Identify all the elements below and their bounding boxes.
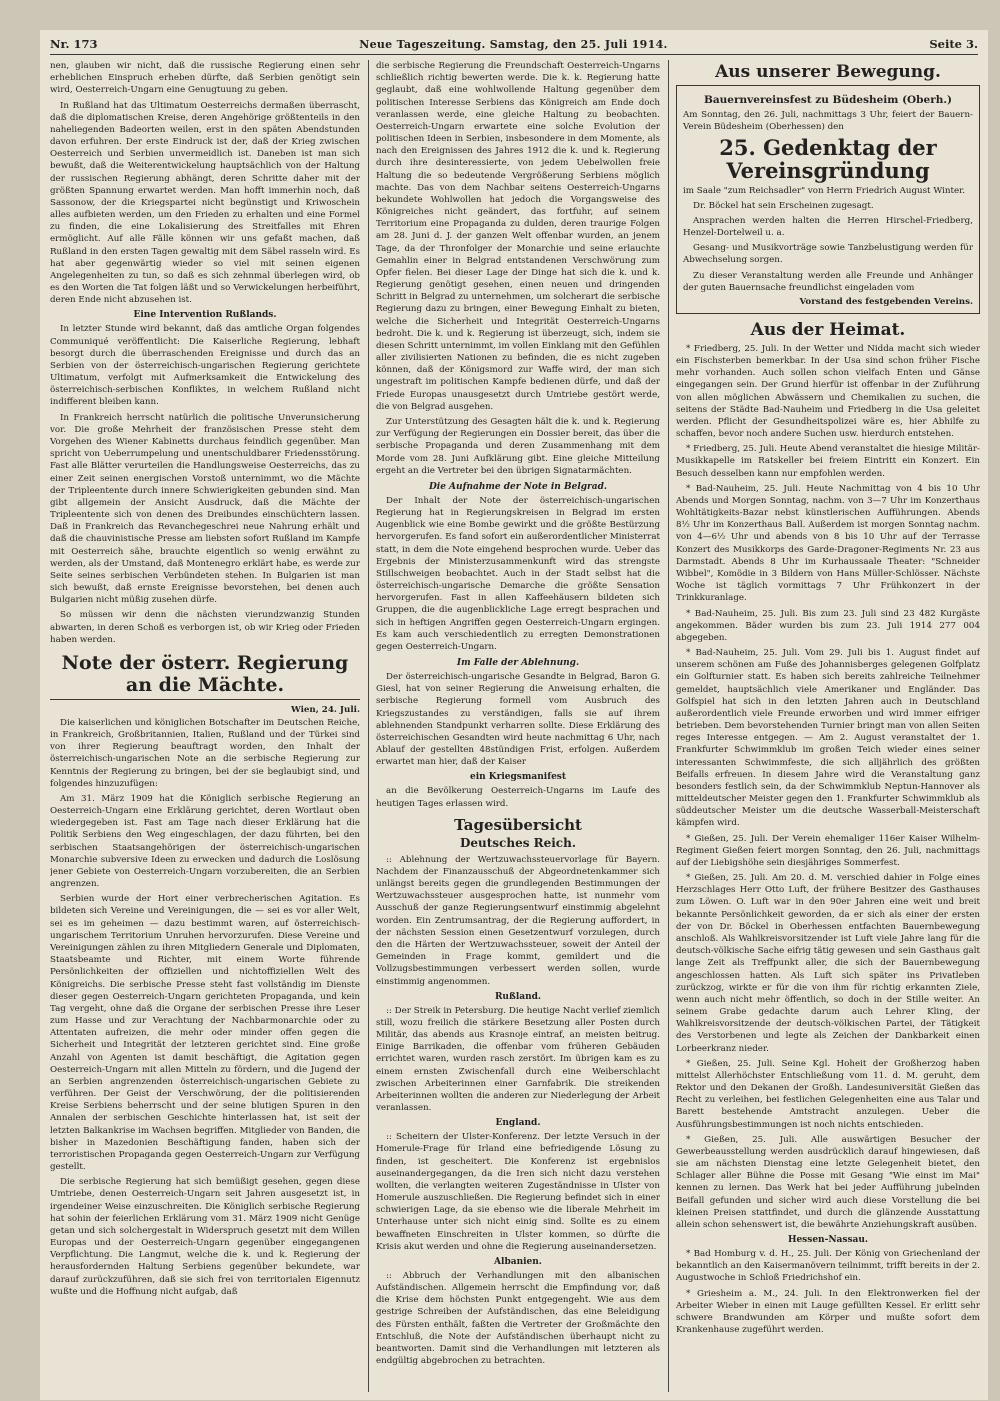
paper-date: Neue Tageszeitung. Samstag, den 25. Juli 1914. (359, 37, 668, 51)
column-rule (368, 60, 369, 1392)
column-2 (376, 60, 660, 1394)
news-item: * Bad Homburg v. d. H., 25. Juli. Der König von Griechenland der bekanntlich an den Kaisermanövern teilnimmt, trifft bereits in der 2. Augustwoche in Schloß Friedrichshof ein. (676, 1249, 980, 1284)
paragraph: Serbien wurde der Hort einer verbrecherischen Agitation. Es bildeten sich Vereine und Vereinigungen, die — sei es vor aller Welt, sei es im geheimen — dazu bestimmt waren, auf österreichisch-ungarischem Territorium Unruhen hervorzurufen. Diese Vereine und Vereinigungen zählen zu ihren Mitgliedern Generale und Diplomaten, Staatsbeamte und Richter, mit einem Worte führende Persönlichkeiten der offiziellen und nichtoffiziellen Welt des Königreichs. Die serbische Presse steht fast vollständig im Dienste dieser gegen Oesterreich-Ungarn gerichteten Propaganda, und kein Tag vergeht, ohne daß die Organe der serbischen Presse ihre Leser zum Hasse und zur Verachtung der Nachbarmonarchie oder zu Attentaten aufreizen, die mehr oder minder offen gegen die Sicherheit und Integrität der letzteren gerichtet sind. Eine große Anzahl von Agenten ist damit beschäftigt, die Agitation gegen Oesterreich-Ungarn mit allen Mitteln zu fördern, und die Jugend der an Serbien angrenzenden österreichisch-ungarischen Gebiete zu verführen. Der Geist der Verschwörung, der die politisierenden Kreise Serbiens beherrscht und der seine blutigen Spuren in den Annalen der serbischen Geschichte hinterlassen hat, ist seit der letzten Balkankrise im Wachsen begriffen. Mitglieder von Banden, die bisher in Mazedonien Beschäftigung fanden, haben sich der terroristischen Propaganda gegen Oesterreich-Ungarn zur Verfügung gestellt. (50, 894, 360, 1173)
news-item: * Friedberg, 25. Juli. In der Wetter und Nidda macht sich wieder ein Fischsterben bemerkbar. In der Usa sind schon früher Fische mehr vorhanden. Auch sollen schon vielfach Enten und Gänse eingegangen sein. Der Grund hierfür ist offenbar in der Zuführung von allen möglichen Abwässern und Chemikalien zu suchen, die seitens der Städte Bad-Nauheim und Friedberg in die Usa geleitet werden. Pflicht der Gesundheitspolizei wäre es, hier Abhilfe zu schaffen, bevor noch andere Suchen usw. hierdurch entstehen. (676, 343, 980, 440)
paragraph: Die serbische Regierung hat sich bemüßigt gesehen, gegen diese Umtriebe, denen Oesterreich-Ungarn seit Jahren ausgesetzt ist, in irgendeiner Weise einzuschreiten. Die Königlich serbische Regierung hat sohin der feierlichen Erklärung vom 31. März 1909 nicht Genüge getan und sich solchergestalt in Widerspruch gesetzt mit dem Willen Europas und der Oesterreich-Ungarn gegenüber eingegangenen Verpflichtung. Die Langmut, welche die k. und k. Regierung der herausfordernden Haltung Serbiens gegenüber bekundete, war darauf zurückzuführen, daß sie sich frei von territorialen Eigennutz wußte und die Hoffnung nicht aufgab, daß (50, 1177, 360, 1297)
paragraph: an die Bevölkerung Oesterreich-Ungarns im Laufe des heutigen Tages erlassen wird. (376, 786, 660, 809)
newspaper-page (40, 30, 988, 1400)
masthead (50, 34, 978, 55)
subheading: Im Falle der Ablehnung. (456, 658, 580, 669)
signature: Vorstand des festgebenden Vereins. (799, 296, 973, 307)
paragraph: Der österreichisch-ungarische Gesandte in Belgrad, Baron G. Giesl, hat von seiner Regierung die Anweisung erhalten, die serbische Regierung formell vom Ausbruch des Kriegszustandes zu verständigen, falls sie auf ihrem ablehnenden Standpunkt verharren sollte. Diese Erklärung des österreichischen Gesandten wird heute nachmittag 6 Uhr, nach Ablauf der gestellten 48stündigen Frist, erfolgen. Außerdem erwartet man hier, daß der Kaiser (376, 672, 660, 768)
column-3 (676, 60, 980, 1394)
news-item: * Griesheim a. M., 24. Juli. In den Elektronwerken fiel der Arbeiter Wieber in einen mit Lauge gefüllten Kessel. Er erlitt sehr schwere Brandwunden am Körper und mußte sofort dem Krankenhause zugeführt werden. (676, 1288, 980, 1336)
event-title: Bauernvereinsfest zu Büdesheim (Oberh.) (704, 94, 952, 106)
section-subheading: Deutsches Reich. (459, 835, 577, 850)
news-item: * Bad-Nauheim, 25. Juli. Bis zum 23. Juli sind 23 482 Kurgäste angekommen. Bäder wurden bis zum 23. Juli 1914 277 004 abgegeben. (676, 608, 980, 643)
paragraph: Dr. Böckel hat sein Erscheinen zugesagt. (693, 200, 874, 211)
section-headline: Tagesübersicht (454, 815, 582, 834)
paragraph: nen, glauben wir nicht, daß die russische Regierung einen sehr erheblichen Einspruch erheben dürfte, daß Serbien genötigt sein wird, Oesterreich-Ungarn eine Genugtuung zu geben. (50, 61, 360, 96)
paragraph: :: Der Streik in Petersburg. Die heutige Nacht verlief ziemlich still, wozu freilich die stärkere Besetzung aller Posten durch Militär, das abends aus Krasnoje eintraf, an meisten beitrug. Einige Barrikaden, die offenbar vom früheren Gebäuden errichtet waren, wurden rasch zerstört. Im übrigen kam es zu einem ernsten Zwischenfall durch eine Weiberschlacht zwischen Arbeiterinnen einer Garnfabrik. Die streikenden Arbeiterinnen wollten die anderen zur Niederlegung der Arbeit veranlassen. (376, 1005, 660, 1114)
paragraph: In Frankreich herrscht natürlich die politische Unverunsicherung vor. Die große Mehrheit der französischen Presse steht dem Vorgehen des Wiener Kabinetts durchaus feindlich gegenüber. Man spricht von Ueberrumpelung und unentschuldbarer Friedensstörung. Fast alle Blätter verurteilen die Handlungsweise Oesterreichs, das zu einer Zeit seinen energischen Vorstoß unternimmt, wo die Mächte der Tripleentente durch innere Schwierigkeiten gebunden sind. Man gibt allgemein der Ansicht Ausdruck, daß die Mächte der Tripleentente sich von denen des Dreibundes einschüchtern lassen. Daß in Frankreich das Revanchegeschrei neue Nahrung erhält und daß die chauvinistische Presse am liebsten sofort Rußland im Kampfe mit Oesterreich sähe, brauchte eigentlich so wenig erwähnt zu werden, als der Umstand, daß Montenegro erklärt habe, es werde zur Seite seines serbischen Verbündeten stehen. In Bulgarien ist man sich bewußt, daß ernste Ereignisse bevorstehen, bei denen auch Bulgarien nicht müßig zusehen dürfe. (50, 412, 360, 606)
event-banner: 25. Gedenktag der Vereinsgründung (719, 135, 937, 184)
news-item: * Gießen, 25. Juli. Alle auswärtigen Besucher der Gewerbeausstellung werden ausdrücklich darauf hingewiesen, daß sie am nächsten Dienstag eine letzte Gelegenheit bietet, den Schlager aller Bühne die Posse mit Gesang "Wie einst im Mai" kennen zu lernen. Das Werk hat bei jeder Aufführung jubelnden Beifall gefunden und sicher wird auch diese Vorstellung die bei kleinen Preisen stattfindet, und durch die glänzende Ausstattung allein schon sehenswert ist, die bewährte Anziehungskraft ausüben. (676, 1134, 980, 1230)
column-rule (668, 60, 669, 1392)
paragraph: :: Abbruch der Verhandlungen mit den albanischen Aufständischen. Allgemein herrscht die Empfindung vor, daß die Krise dem höchsten Punkt entgegengeht. Wie aus dem gestrige Schreiben der Aufständischen, das eine Beleidigung des Fürsten enthält, faßten die Vertreter der Großmächte den Entschluß, die Note der Aufständischen überhaupt nicht zu beantworten. Damit sind die Verhandlungen mit letzteren als endgültig abgebrochen zu betrachten. (376, 1270, 660, 1367)
subheading: Die Aufnahme der Note in Belgrad. (428, 481, 608, 492)
paragraph: Am 31. März 1909 hat die Königlich serbische Regierung an Oesterreich-Ungarn eine Erklärung gerichtet, deren Wortlaut oben wiedergegeben ist. Fast am Tage nach dieser Erklärung hat die Politik Serbiens den Weg eingeschlagen, der dazu führten, bei den serbischen Staatsangehörigen der österreichisch-ungarischen Monarchie subversive Ideen zu erwecken und dadurch die Loslösung jener Gebiete von Oesterreich-Ungarn vorzubereiten, die an Serbien angrenzen. (50, 793, 360, 890)
column-1 (50, 60, 360, 1394)
paragraph: die serbische Regierung die Freundschaft Oesterreich-Ungarns schließlich richtig bewerten werde. Die k. k. Regierung hatte geglaubt, daß eine wohlwollende Haltung gegenüber dem politischen Interesse Serbiens das Königreich am Ende doch veranlassen werde, eine gleiche Haltung zu beobachten. Oesterreich-Ungarn erwartete eine solche Evolution der politischen Ideen in Serbien, insbesondere in dem Momente, als nach den Ereignissen des Jahres 1912 die k. und k. Regierung durch ihre desinteressierte, von jedem Uebelwollen freie Haltung die so bedeutende Vergrößerung Serbiens möglich machte. Das von dem Nachbar seitens Oesterreich-Ungarns bekundete Wohlwollen hat jedoch die Vorgangsweise des Königreiches nicht geändert, das fortfuhr, auf seinem Territorium eine Propaganda zu dulden, deren traurige Folgen am 28. Juni d. J. der ganzen Welt offenbar wurden, an jenem Tage, da der Thronfolger der Monarchie und seine erlauchte Gemahlin einer in Belgrad entstandenen Verschwörung zum Opfer fielen. Bei dieser Lage der Dinge hat sich die k. und k. Regierung genötigt gesehen, einen neuen und dringenden Schritt in Belgrad zu unternehmen, um solcherart die serbische Regierung dazu zu bringen, einer Bewegung Einhalt zu bieten, welche die Sicherheit und Integrität Oesterreich-Ungarns bedroht. Die k. und k. Regierung ist überzeugt, sich, indem sie diesen Schritt unternimmt, im vollen Einklang mit den Gefühlen aller zivilisierten Nationen zu befinden, die es nicht zugeben können, daß der Königsmord zur Waffe wird, der man sich ungestraft im politischen Kampfe bedienen dürfe, und daß der Friede Europas unausgesetzt durch Umtriebe gestört werde, die von Belgrad ausgehen. (376, 61, 660, 412)
news-item: * Gießen, 25. Juli. Am 20. d. M. verschied dahier in Folge eines Herzschlages Herr Otto Luft, der frühere Besitzer des Gasthauses zum Löwen. O. Luft war in den 90er Jahren eine weit und breit bekannte Persönlichkeit geworden, da er sich als einer der ersten der von Dr. Böckel in Oberhessen entfachten Bauernbewegung anschloß. Als Wahlkreisvorsitzender ist Luft viele Jahre lang für die deutsch-völkische Sache eifrig tätig gewesen und sein Gasthaus galt lange Zeit als Treffpunkt aller, die sich der Bauernbewegung angeschlossen hatten. Als Luft sich später ins Privatleben zurückzog, wirkte er für die von ihm für richtig erkannten Ziele, wenn auch nicht mehr öffentlich, so doch in der Stille weiter. An seinem Grabe gedachte darum auch Lehrer Kling, der Wahlkreisvorsitzende der deutsch-völkischen Partei, der Tätigkeit des Verstorbenen und legte als Zeichen der Dankbarkeit einen Lorbeerkranz nieder. (676, 873, 980, 1054)
news-item: * Friedberg, 25. Juli. Heute Abend veranstaltet die hiesige Militär-Musikkapelle im Ratskeller bei freiem Eintritt ein Konzert. Ein Besuch desselben kann nur empfohlen werden. (676, 444, 980, 479)
section-headline: Aus der Heimat. (750, 319, 906, 340)
news-item: * Gießen, 25. Juli. Der Verein ehemaliger 116er Kaiser Wilhelm-Regiment Gießen feiert morgen Sonntag, den 26. Juli, nachmittags auf der Liebigshöhe sein diesjähriges Sommerfest. (676, 833, 980, 868)
paragraph: Ansprachen werden halten die Herren Hirschel-Friedberg, Henzel-Dortelweil u. a. (683, 215, 973, 239)
paragraph: Die kaiserlichen und königlichen Botschafter im Deutschen Reiche, in Frankreich, Großbritannien, Italien, Rußland und der Türkei sind von ihrer Regierung beauftragt worden, den Inhalt der österreichisch-ungarischen Note an die serbische Regierung zur Kenntnis der Regierung zu bringen, bei der sie beglaubigt sind, und folgendes hinzuzufügen: (50, 717, 360, 789)
paragraph: Am Sonntag, den 26. Juli, nachmittags 3 Uhr, feiert der Bauern-Verein Büdesheim (Oberhessen) den (683, 110, 973, 133)
section-headline: Aus unserer Bewegung. (715, 62, 941, 82)
paragraph: Zur Unterstützung des Gesagten hält die k. und k. Regierung zur Verfügung der Regierungen ein Dossier bereit, das über die serbische Propaganda und deren Zusammenhang mit dem Morde vom 28. Juni Aufklärung gibt. Eine gleiche Mitteilung ergeht an die Vertreter bei den übrigen Signatarmächten. (376, 416, 660, 476)
paragraph: Der Inhalt der Note der österreichisch-ungarischen Regierung hat in Regierungskreisen in Belgrad im ersten Augenblick wie eine Bombe gewirkt und die größte Bestürzung hervorgerufen. Es fand sofort ein außerordentlicher Ministerrat statt, in dem die Note eingehend besprochen wurde. Ueber das Ergebnis der Ministerzusammenkunft wird das strengste Stillschweigen beobachtet. Auch in der Stadt selbst hat die österreichisch-ungarische Demarche die größte Sensation hervorgerufen. Fast in allen Kaffeehäusern bildeten sich Gruppen, die die augenblickliche Lage erregt besprachen und sich in heftigen Angriffen gegen Oesterreich-Ungarn ergingen. Es kam auch verschiedentlich zu erregten Demonstrationen gegen Oesterreich-Ungarn. (376, 495, 660, 652)
paragraph: In letzter Stunde wird bekannt, daß das amtliche Organ folgendes Communiqué veröffentlicht: Die Kaiserliche Regierung, lebhaft besorgt durch die überraschenden Ereignisse und durch das an Serbien von der österreichisch-ungarischen Regierung gerichtete Ultimatum, verfolgt mit Aufmerksamkeit die Entwickelung des österreichisch-serbischen Konfliktes, in welchem Rußland nicht indifferent bleiben kann. (50, 324, 360, 408)
paragraph: :: Ablehnung der Wertzuwachssteuervorlage für Bayern. Nachdem der Finanzausschuß der Abgeordnetenkammer sich unlängst bereits gegen die grundlegenden Bestimmungen der Wertzuwachssteuer ausgesprochen hatte, ist nunmehr vom Ausschuß der ganze Regierungsentwurf einstimmig abgelehnt worden. Ein Zentrumsantrag, der die Regierung auffordert, in der nächsten Session einen Gesetzentwurf vorzulegen, durch den die Härten der Wertzuwachssteuer, soweit der Anteil der Gemeinden in Frage kommt, gemildert und die Vollzugsbestimmungen verbessert werden sollen, wurde einstimmig angenommen. (376, 854, 660, 987)
paragraph: im Saale "zum Reichsadler" von Herrn Friedrich August Winter. (683, 185, 966, 196)
subheading: Eine Intervention Rußlands. (133, 310, 277, 321)
paragraph: :: Scheitern der Ulster-Konferenz. Der letzte Versuch in der Homerule-Frage für Irland eine befriedigende Lösung zu finden, ist gescheitert. Die Konferenz ist ergebnislos auseinandergegangen, da die Iren sich nicht dazu verstehen wollten, die verlangten weiteren Zugeständnisse in Ulster von Homerule auszuschließen. Die Regierung befindet sich in einer schwierigen Lage, da sie ebenso wie die liberale Mehrheit im Unterhause unter sich nicht einig sind. Sollte es zu einem bewaffneten Einschreiten in Ulster kommen, so dürfte die Krisis akut werden und ohne die Regierung auseinandersetzen. (376, 1132, 660, 1252)
dateline: Wien, 24. Juli. (291, 704, 360, 715)
subheading: ein Kriegsmanifest (469, 772, 567, 783)
news-item: * Bad-Nauheim, 25. Juli. Vom 29. Juli bis 1. August findet auf unserem schönen am Fuße des Johannisberges gelegenen Golfplatz ein Golfturnier statt. Es haben sich bereits zahlreiche Teilnehmer gemeldet, hauptsächlich viele Amerikaner und Engländer. Das Golfspiel hat sich in den letzten Jahren auch in Deutschland außerordentlich viele Freunde erworben und wird immer eifriger betrieben. Dem bevorstehenden Turnier bringt man von allen Seiten reges Interesse entgegen. — Am 2. August veranstaltet der 1. Frankfurter Schwimmklub im großen Teich wieder eines seiner interessanten Schwimmfeste, die sich alljährlich des größten Beifalls erfreuen. In diesem Jahre wird die Veranstaltung ganz besonders festlich sein, da der Schwimmklub Neptun-Hannover als mitteldeutscher Meister gegen den 1. Frankfurter Schwimmklub als süddeutscher Meister um die deutsche Wasserball-Meisterschaft kämpfen wird. (676, 648, 980, 829)
event-announcement (676, 85, 980, 314)
news-item: * Gießen, 25. Juli. Seine Kgl. Hoheit der Großherzog haben mittelst Allerhöchster Entschließung vom 11. d. M. geruht, dem Rektor und den Dekanen der Großh. Landesuniversität Gießen das Recht zu verleihen, bei festlichen Gelegenheiten eine aus Talar und Barett bestehende Amtstracht anzulegen. Ueber die Ausführungsbestimmungen ist noch nichts entschieden. (676, 1058, 980, 1130)
section-subheading: Rußland. (494, 991, 542, 1002)
section-subheading: Albanien. (494, 1256, 542, 1267)
paragraph: Gesang- und Musikvorträge sowie Tanzbelustigung werden für Abwechselung sorgen. (683, 243, 973, 266)
news-item: * Bad-Nauheim, 25. Juli. Heute Nachmittag von 4 bis 10 Uhr Abends und Morgen Sonntag, nachm. von 3—7 Uhr im Konzerthaus Wohltätigkeits-Bazar nebst künstlerischen Aufführungen. Abends 8½ Uhr im Konzerthaus Ball. Außerdem ist morgen Sonntag nachm. von 4—6½ Uhr und abends von 8 bis 10 Uhr auf der Terrasse Konzert des Musikkorps des Garde-Dragoner-Regiments Nr. 23 aus Darmstadt. Abends 8 Uhr im Kurhaussaale Theater: "Schneider Wibbel", Komödie in 3 Bildern von Hans Müller-Schlösser. Nächste Woche ist täglich vormittags 7 Uhr Frühkonzert in der Trinkkuranlage. (676, 483, 980, 604)
page-number: Seite 3. (929, 37, 978, 51)
paragraph: In Rußland hat das Ultimatum Oesterreichs dermaßen überrascht, daß die diplomatischen Kreise, deren Angehörige größtenteils in den naheliegenden Badeorten weilen, erst in den späten Abendstunden davon erfuhren. Der erste Eindruck ist der, daß der Krieg zwischen Oesterreich und Serbien unvermeidlich ist. Daneben ist man sich bewußt, daß die Weiterentwickelung hauptsächlich von der Haltung der russischen Regierung abhängt, deren Schritte daher mit der größten Spannung erwartet werden. Man hofft immerhin noch, daß Sassonow, der die Kriegspartei nicht begünstigt und Kriwoschein alles aufbieten werden, um den Frieden zu erhalten und eine Formel zu finden, die eine Lokalisierung des Streitfalles mit Ehren ermöglicht. Auf alle Fälle können wir uns gefaßt machen, daß Rußland in den ersten Tagen gewaltig mit dem Säbel rasseln wird. Es hat aber gegenwärtig wieder so viel mit seinen eigenen Angelegenheiten zu tun, so daß es sich zehnmal überlegen wird, ob es den Worten die Tat folgen läßt und so Verwickelungen herbeiführt, deren Ende nicht abzusehen ist. (50, 100, 360, 306)
paragraph: Zu dieser Veranstaltung werden alle Freunde und Anhänger der guten Bauernsache freundlichst eingeladen vom (683, 270, 973, 293)
section-subheading: Hessen-Nassau. (787, 1235, 869, 1246)
issue-number: Nr. 173 (50, 37, 98, 51)
section-subheading: England. (495, 1118, 541, 1129)
paragraph: So müssen wir denn die nächsten vierundzwanzig Stunden abwarten, in deren Schoß es verborgen ist, ob wir Krieg oder Frieden haben werden. (50, 610, 360, 645)
article-headline: Note der österr. Regierung an die Mächte. (50, 652, 360, 700)
